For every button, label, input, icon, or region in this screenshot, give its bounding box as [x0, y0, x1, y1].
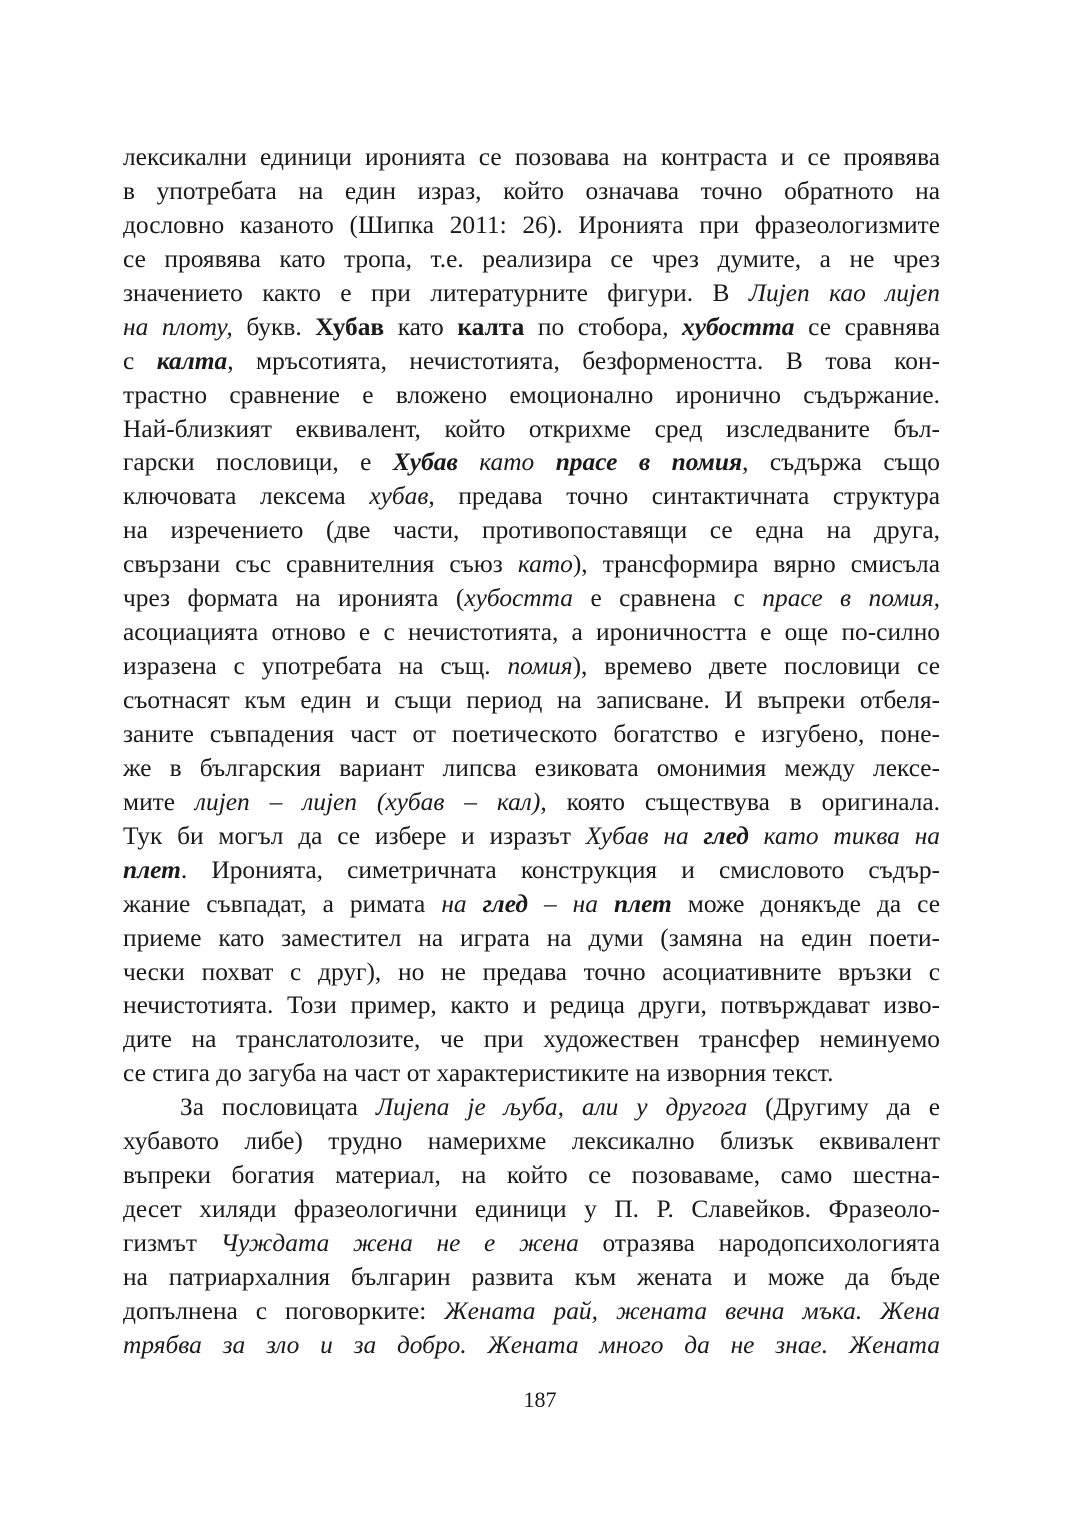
text-line	[123, 616, 940, 650]
text-segment: може донякъде да се	[671, 889, 940, 918]
text-segment: Хубав	[392, 448, 458, 477]
text-segment: десет хиляди фразеологични единици у П. Р. Славейков. Фразеоло-	[123, 1195, 940, 1224]
text-segment: хубостта	[682, 312, 795, 341]
text-segment: дословно казаното (Шипка 2011: 26). Иронията при фразеологизмите	[123, 210, 940, 239]
text-line	[123, 277, 940, 311]
text-segment: ), трансформира вярно смисъла	[572, 550, 941, 579]
text-segment: , мръсотията, нечистотията, безформеността. В това кон-	[227, 346, 940, 375]
text-line	[123, 480, 940, 514]
text-segment: като	[457, 448, 556, 477]
text-segment: на патриархалния българин развита към жената и може да бъде	[123, 1262, 940, 1291]
text-segment: букв.	[232, 312, 316, 341]
text-segment: се стига до загуба на част от характеристиките на изворния текст.	[123, 1059, 834, 1088]
text-segment: Хубав на	[585, 821, 704, 850]
text-line	[123, 1295, 940, 1329]
text-segment: чески похват с друг), но не предава точно асоциативните връзки с	[123, 957, 940, 986]
text-segment: , която съществува в оригинала.	[540, 787, 940, 816]
text-segment: Тук би могъл да се избере и изразът	[123, 821, 586, 850]
text-line	[123, 786, 940, 820]
text-segment: дите на транслатолозите, че при художествен трансфер неминуемо	[123, 1025, 940, 1054]
text-segment: по стобора	[524, 312, 663, 341]
text-segment: асоциацията отново е с нечистотията, а ироничността е още по-силно	[123, 618, 940, 647]
text-segment: се проявява като тропа, т.е. реализира се чрез думите, а не чрез	[123, 244, 940, 273]
text-segment: на плоту,	[123, 312, 233, 341]
text-segment: значението както е при литературните фигури. В	[123, 278, 749, 307]
text-line	[123, 922, 940, 956]
text-line	[123, 413, 940, 447]
text-segment: мите	[123, 787, 195, 816]
text-segment: Лијеп као лијеп	[748, 278, 940, 307]
text-segment: приеме като заместител на играта на думи (замяна на един поети-	[123, 923, 940, 952]
text-line	[123, 888, 940, 922]
body-text	[123, 141, 940, 1363]
text-segment: прасе в помия	[555, 448, 743, 477]
text-segment: ключовата лексема	[123, 482, 370, 511]
text-line	[123, 989, 940, 1023]
text-segment: хубав	[369, 482, 429, 511]
text-segment: отразява народопсихологията	[578, 1229, 940, 1257]
text-segment: хубостта	[464, 584, 573, 613]
text-segment: Чуждата жена не е жена	[220, 1229, 579, 1257]
page-number: 187	[523, 1387, 557, 1412]
text-segment: Лијепа је љуба, али у другога	[375, 1093, 748, 1122]
text-segment: като тиква на	[748, 821, 940, 850]
text-segment: помия	[507, 652, 573, 681]
text-segment: хубавото либе) трудно намерихме лексикално близък еквивалент	[123, 1127, 940, 1156]
text-line	[123, 582, 940, 616]
text-segment: Най-близкият еквивалент, който открихме сред изследваните бъл-	[123, 414, 940, 443]
text-line	[123, 1125, 940, 1159]
text-line	[123, 446, 940, 480]
text-line	[123, 1193, 940, 1227]
text-segment: плет	[123, 855, 181, 884]
text-line	[123, 379, 940, 413]
text-segment: чрез формата на иронията (	[123, 584, 465, 613]
text-segment: , предава точно синтактичната структура	[428, 482, 940, 511]
text-line	[123, 718, 940, 752]
text-line	[123, 820, 940, 854]
text-segment: съотнасят към един и същи период на записване. И въпреки отбеля-	[123, 686, 940, 714]
text-line	[123, 650, 940, 684]
text-line	[123, 1057, 940, 1091]
text-line	[123, 1023, 940, 1057]
text-segment: изразена с употребата на същ.	[123, 652, 508, 681]
text-line	[123, 175, 940, 209]
text-line	[123, 1329, 940, 1363]
text-segment: с	[123, 346, 157, 375]
text-segment: прасе в помия,	[762, 584, 940, 613]
text-segment: плет	[613, 889, 672, 918]
text-line	[123, 311, 940, 345]
text-segment: ,	[662, 312, 683, 341]
text-segment: като	[517, 550, 573, 579]
text-line	[123, 345, 940, 379]
text-segment: гарски пословици, е	[123, 448, 393, 477]
text-segment: глед	[703, 821, 749, 850]
text-segment: трастно сравнение е вложено емоционално иронично съдържание.	[123, 380, 940, 409]
text-segment: же в българския вариант липсва езиковата омонимия между лексе-	[123, 753, 940, 782]
text-segment: в употребата на един израз, който означава точно обратното на	[123, 176, 940, 205]
text-segment: гизмът	[123, 1229, 221, 1257]
text-segment: заните съвпадения част от поетическото богатство е изгубено, поне-	[123, 719, 940, 748]
text-line	[123, 1227, 940, 1261]
text-line	[123, 209, 940, 243]
text-segment: жание съвпадат, а римата	[123, 889, 442, 918]
text-segment: , съдържа също	[742, 448, 940, 477]
text-segment: въпреки богатия материал, на който се позоваваме, само шестна-	[123, 1161, 940, 1190]
text-segment: нечистотията. Този пример, както и редица други, потвърждават изво-	[123, 991, 940, 1020]
text-segment: като	[384, 312, 458, 341]
text-segment: лексикални единици иронията се позовава на контраста и се проявява	[123, 143, 940, 171]
text-segment: допълнена с поговорките:	[123, 1296, 445, 1325]
text-segment: За пословицата	[180, 1093, 376, 1122]
text-segment: калта	[457, 312, 525, 341]
text-line	[123, 1159, 940, 1193]
text-line	[123, 141, 940, 175]
text-segment: свързани със сравнителния съюз	[123, 550, 518, 579]
text-segment: Хубав	[315, 312, 385, 341]
text-segment: ), времево двете пословици се	[572, 652, 940, 681]
text-line	[123, 1261, 940, 1295]
text-line	[123, 243, 940, 277]
text-line	[123, 1091, 940, 1125]
text-segment: Жената рай, жената вечна мъка. Жена	[444, 1296, 940, 1325]
text-line	[123, 854, 940, 888]
text-line	[123, 514, 940, 548]
text-segment: глед	[482, 889, 528, 918]
text-segment: се сравнява	[794, 312, 940, 341]
text-segment: лијеп – лијеп (хубав – кал)	[194, 787, 541, 816]
text-segment: . Иронията, симетричната конструкция и смисловото съдър-	[180, 855, 940, 884]
text-line	[123, 548, 940, 582]
text-segment: е сравнена с	[572, 584, 763, 613]
text-line	[123, 684, 940, 718]
text-line	[123, 752, 940, 786]
text-segment: на изречението (две части, противопоставящи се една на друга,	[123, 516, 940, 545]
text-segment: на	[441, 889, 483, 918]
text-segment: трябва за зло и за добро. Жената много да не знае. Жената	[123, 1330, 940, 1359]
text-segment: (Другиму да е	[747, 1093, 940, 1122]
text-segment: калта	[156, 346, 228, 375]
text-line	[123, 956, 940, 990]
text-segment: – на	[527, 889, 614, 918]
